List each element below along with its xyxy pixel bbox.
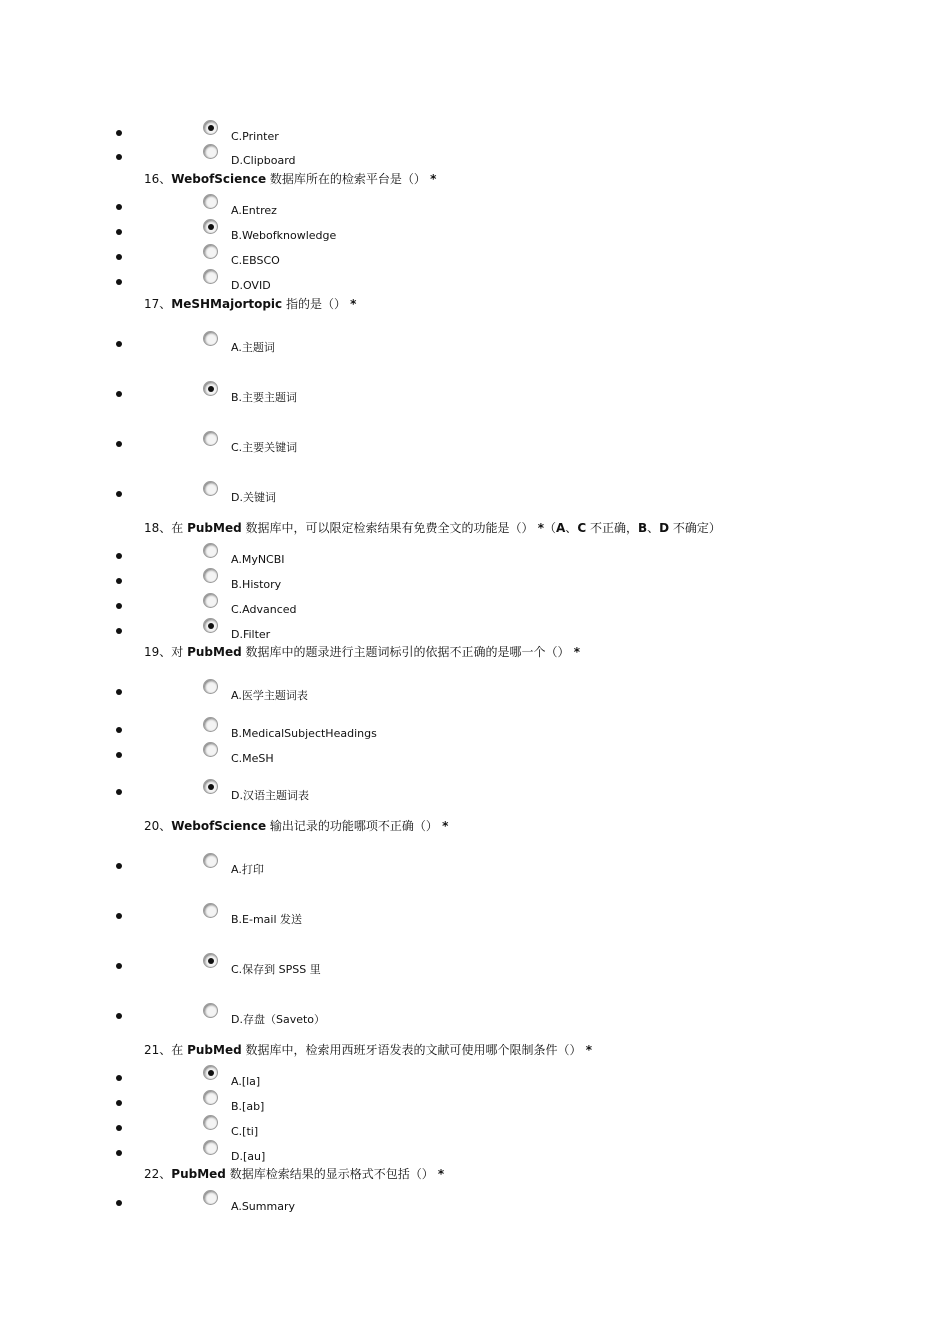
- bullet-icon: [116, 603, 122, 609]
- bullet-icon: [116, 789, 122, 795]
- question-21-stem: [144, 1042, 592, 1058]
- radio-unchecked-icon[interactable]: [203, 593, 218, 608]
- question-stem-segment: 数据库所在的检索平台是（）: [266, 172, 426, 186]
- bullet-icon: [116, 341, 122, 347]
- bullet-icon: [116, 689, 122, 695]
- bullet-icon: [116, 204, 122, 210]
- bullet-icon: [116, 1125, 122, 1131]
- bullet-icon: [116, 130, 122, 136]
- bullet-icon: [116, 1200, 122, 1206]
- radio-unchecked-icon[interactable]: [203, 1003, 218, 1018]
- answer-option-label: C.Advanced: [231, 603, 297, 616]
- radio-unchecked-icon[interactable]: [203, 1090, 218, 1105]
- radio-unchecked-icon[interactable]: [203, 853, 218, 868]
- answer-option-label: C.主要关键词: [231, 441, 298, 454]
- answer-option-label: B.E-mail 发送: [231, 913, 303, 926]
- question-stem-segment: *: [437, 819, 449, 833]
- question-stem-segment: PubMed: [171, 1167, 226, 1181]
- bullet-icon: [116, 154, 122, 160]
- bullet-icon: [116, 963, 122, 969]
- radio-unchecked-icon[interactable]: [203, 568, 218, 583]
- answer-option-label: A.打印: [231, 863, 264, 876]
- bullet-icon: [116, 913, 122, 919]
- question-stem-segment: （: [543, 521, 556, 535]
- answer-option-label: D.存盘（Saveto）: [231, 1013, 326, 1026]
- answer-option[interactable]: [0, 1192, 950, 1222]
- answer-option-label: C.保存到 SPSS 里: [231, 963, 321, 976]
- radio-checked-icon[interactable]: [203, 953, 218, 968]
- question-stem-segment: *: [569, 645, 580, 659]
- question-stem-segment: 17、: [144, 297, 172, 311]
- question-stem-segment: *: [433, 1167, 445, 1181]
- question-stem-segment: 数据库中，检索用西班牙语发表的文献可使用哪个限制条件（）: [241, 1043, 582, 1057]
- question-stem-segment: MeSHMajortopic: [171, 297, 283, 311]
- bullet-icon: [116, 391, 122, 397]
- radio-unchecked-icon[interactable]: [203, 903, 218, 918]
- question-22-stem: [144, 1166, 444, 1182]
- question-stem-segment: PubMed: [187, 1043, 242, 1057]
- question-stem-segment: *: [346, 297, 357, 311]
- answer-option[interactable]: [0, 483, 950, 513]
- question-stem-segment: 指的是（）: [282, 297, 346, 311]
- answer-option-label: C.Printer: [231, 130, 279, 143]
- answer-option[interactable]: [0, 744, 950, 774]
- radio-unchecked-icon[interactable]: [203, 194, 218, 209]
- answer-option-label: B.主要主题词: [231, 391, 298, 404]
- question-19-stem: [144, 644, 580, 660]
- radio-unchecked-icon[interactable]: [203, 1190, 218, 1205]
- bullet-icon: [116, 752, 122, 758]
- radio-unchecked-icon[interactable]: [203, 331, 218, 346]
- radio-unchecked-icon[interactable]: [203, 679, 218, 694]
- bullet-icon: [116, 578, 122, 584]
- radio-checked-icon[interactable]: [203, 618, 218, 633]
- question-stem-segment: 20、: [144, 819, 172, 833]
- question-stem-segment: C: [577, 521, 587, 535]
- answer-option-label: A.[la]: [231, 1075, 261, 1088]
- answer-option-label: A.医学主题词表: [231, 689, 308, 702]
- radio-unchecked-icon[interactable]: [203, 431, 218, 446]
- bullet-icon: [116, 727, 122, 733]
- answer-option[interactable]: [0, 681, 950, 711]
- bullet-icon: [116, 1013, 122, 1019]
- radio-checked-icon[interactable]: [203, 779, 218, 794]
- question-stem-segment: B: [637, 521, 648, 535]
- radio-unchecked-icon[interactable]: [203, 269, 218, 284]
- answer-option[interactable]: [0, 433, 950, 463]
- answer-option[interactable]: [0, 955, 950, 985]
- question-17-stem: [144, 296, 356, 312]
- question-stem-segment: *: [581, 1043, 592, 1057]
- question-stem-segment: 不确定）: [669, 521, 721, 535]
- answer-option[interactable]: [0, 905, 950, 935]
- bullet-icon: [116, 628, 122, 634]
- question-stem-segment: 22、: [144, 1167, 172, 1181]
- answer-option-label: B.History: [231, 578, 282, 591]
- question-stem-segment: *: [533, 521, 544, 535]
- answer-option[interactable]: [0, 855, 950, 885]
- bullet-icon: [116, 441, 122, 447]
- question-stem-segment: *: [425, 172, 437, 186]
- bullet-icon: [116, 863, 122, 869]
- question-stem-segment: D: [659, 521, 670, 535]
- answer-option[interactable]: [0, 146, 950, 176]
- radio-unchecked-icon[interactable]: [203, 481, 218, 496]
- answer-option-label: C.MeSH: [231, 752, 274, 765]
- bullet-icon: [116, 1100, 122, 1106]
- answer-option-label: B.Webofknowledge: [231, 229, 337, 242]
- question-stem-segment: 数据库中的题录进行主题词标引的依据不正确的是哪一个（）: [241, 645, 570, 659]
- question-stem-segment: A: [556, 521, 566, 535]
- radio-checked-icon[interactable]: [203, 219, 218, 234]
- radio-unchecked-icon[interactable]: [203, 144, 218, 159]
- question-stem-segment: 、: [647, 521, 660, 535]
- answer-option-label: B.[ab]: [231, 1100, 265, 1113]
- question-stem-segment: 19、对: [144, 645, 188, 659]
- bullet-icon: [116, 254, 122, 260]
- question-stem-segment: 数据库中，可以限定检索结果有免费全文的功能是（）: [241, 521, 534, 535]
- radio-unchecked-icon[interactable]: [203, 1115, 218, 1130]
- radio-checked-icon[interactable]: [203, 120, 218, 135]
- answer-option[interactable]: [0, 781, 950, 811]
- bullet-icon: [116, 1150, 122, 1156]
- answer-option-label: B.MedicalSubjectHeadings: [231, 727, 377, 740]
- answer-option-label: D.Filter: [231, 628, 271, 641]
- question-stem-segment: 数据库检索结果的显示格式不包括（）: [225, 1167, 434, 1181]
- answer-option-label: A.MyNCBI: [231, 553, 285, 566]
- radio-unchecked-icon[interactable]: [203, 717, 218, 732]
- radio-unchecked-icon[interactable]: [203, 543, 218, 558]
- question-stem-segment: PubMed: [187, 521, 242, 535]
- answer-option[interactable]: [0, 271, 950, 301]
- radio-checked-icon[interactable]: [203, 381, 218, 396]
- radio-unchecked-icon[interactable]: [203, 742, 218, 757]
- answer-option-label: C.[ti]: [231, 1125, 259, 1138]
- answer-option-label: A.Entrez: [231, 204, 277, 217]
- question-stem-segment: 输出记录的功能哪项不正确（）: [266, 819, 438, 833]
- bullet-icon: [116, 279, 122, 285]
- question-stem-segment: 不正确，: [586, 521, 638, 535]
- answer-option-label: C.EBSCO: [231, 254, 280, 267]
- answer-option-label: A.主题词: [231, 341, 275, 354]
- answer-option[interactable]: [0, 1142, 950, 1172]
- radio-unchecked-icon[interactable]: [203, 1140, 218, 1155]
- question-stem-segment: WebofScience: [171, 172, 267, 186]
- question-16-stem: [144, 171, 436, 187]
- bullet-icon: [116, 229, 122, 235]
- answer-option-label: D.汉语主题词表: [231, 789, 309, 802]
- answer-option-label: D.关键词: [231, 491, 276, 504]
- question-stem-segment: PubMed: [187, 645, 242, 659]
- bullet-icon: [116, 1075, 122, 1081]
- radio-checked-icon[interactable]: [203, 1065, 218, 1080]
- bullet-icon: [116, 553, 122, 559]
- question-stem-segment: 21、在: [144, 1043, 188, 1057]
- answer-option[interactable]: [0, 383, 950, 413]
- answer-option-label: D.OVID: [231, 279, 271, 292]
- question-20-stem: [144, 818, 448, 834]
- question-stem-segment: 16、: [144, 172, 172, 186]
- answer-option-label: D.[au]: [231, 1150, 266, 1163]
- question-stem-segment: 、: [565, 521, 578, 535]
- answer-option[interactable]: [0, 333, 950, 363]
- question-18-stem: [144, 520, 721, 536]
- bullet-icon: [116, 491, 122, 497]
- radio-unchecked-icon[interactable]: [203, 244, 218, 259]
- question-stem-segment: WebofScience: [171, 819, 267, 833]
- answer-option-label: A.Summary: [231, 1200, 295, 1213]
- answer-option[interactable]: [0, 1005, 950, 1035]
- answer-option-label: D.Clipboard: [231, 154, 296, 167]
- question-stem-segment: 18、在: [144, 521, 188, 535]
